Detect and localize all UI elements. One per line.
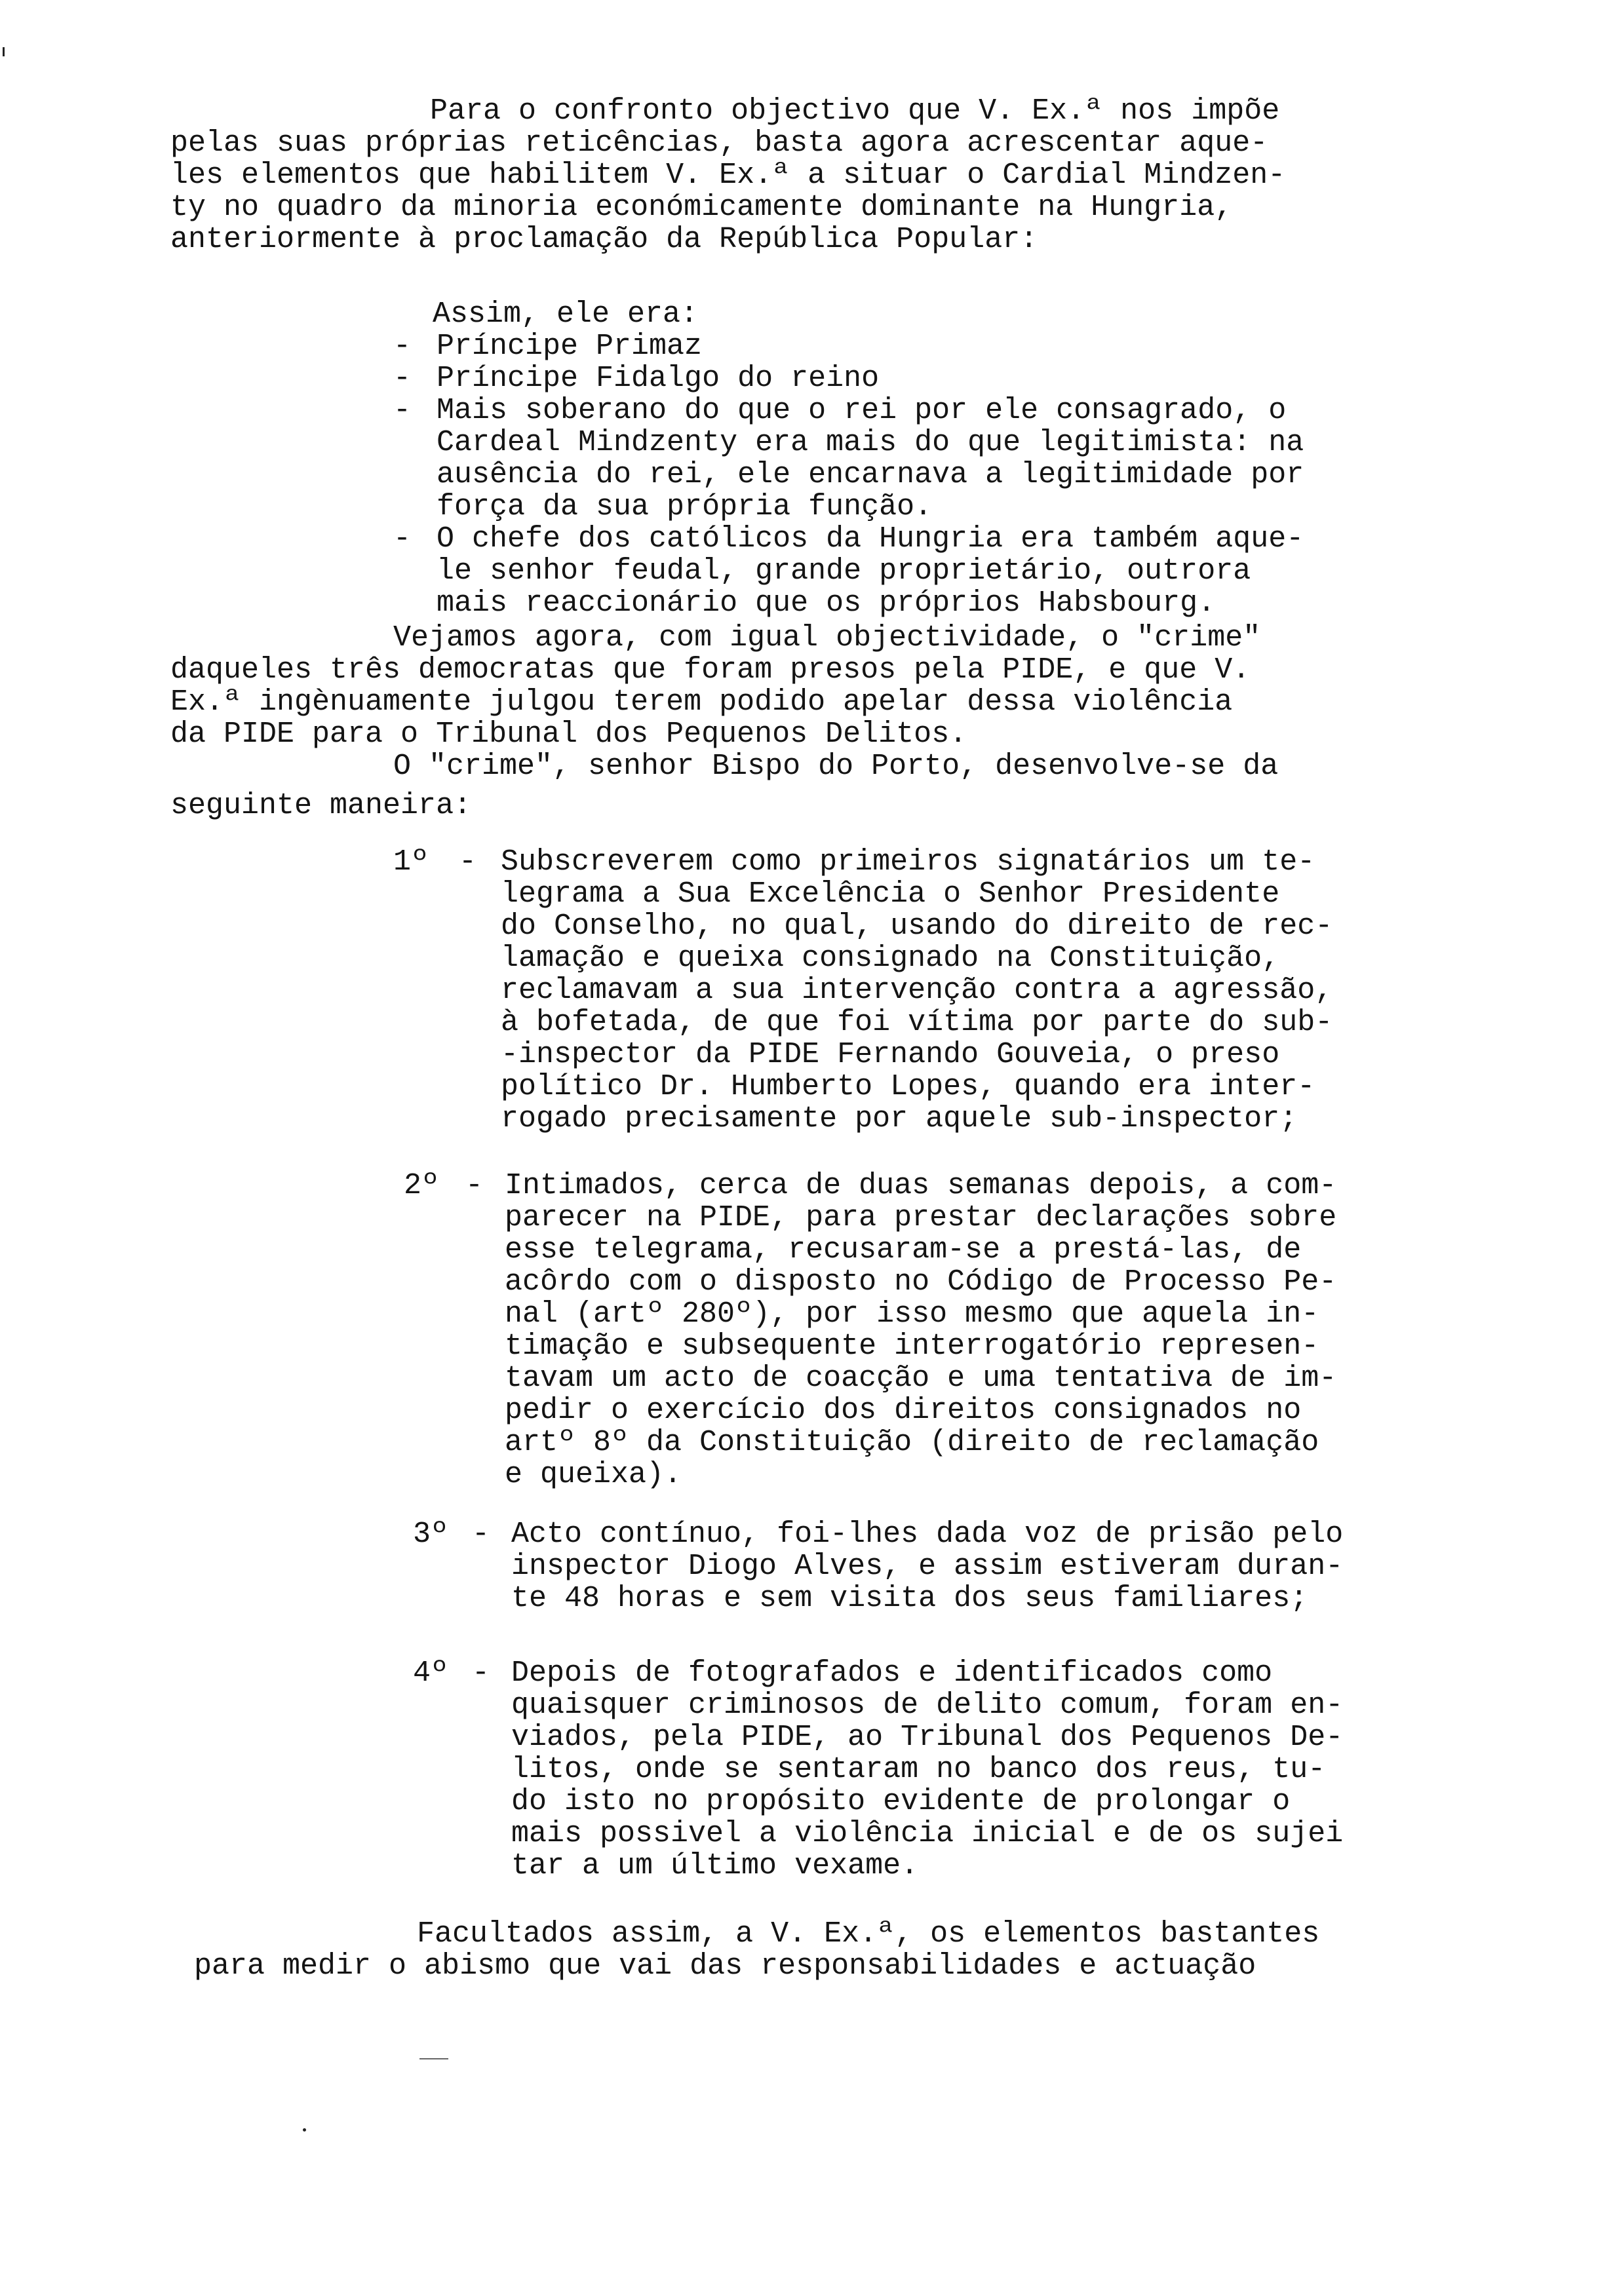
item-line: do Conselho, no qual, usando do direito de rec- xyxy=(501,909,1333,943)
item-number: 3º xyxy=(413,1518,449,1551)
title-item-line: força da sua própria função. xyxy=(437,490,933,524)
item-line: artº 8º da Constituição (direito de reclamação xyxy=(505,1426,1319,1459)
item-line: nal (artº 280º), por isso mesmo que aquela in- xyxy=(505,1297,1319,1331)
item-line: -inspector da PIDE Fernando Gouveia, o preso xyxy=(501,1038,1280,1071)
title-item-line: mais reaccionário que os próprios Habsbourg. xyxy=(437,586,1216,620)
item-line: Subscreverem como primeiros signatários um te- xyxy=(501,845,1315,879)
item-line: quaisquer criminosos de delito comum, foram en- xyxy=(511,1689,1344,1722)
list-dash: - xyxy=(393,394,412,427)
list-dash: - xyxy=(393,522,412,556)
item-line: à bofetada, de que foi vítima por parte do sub- xyxy=(501,1006,1333,1039)
vejamos-line: da PIDE para o Tribunal dos Pequenos Delitos. xyxy=(170,718,967,751)
item-line: acôrdo com o disposto no Código de Processo Pe- xyxy=(505,1265,1337,1299)
list-intro: Assim, ele era: xyxy=(433,297,699,331)
title-item-line: Príncipe Primaz xyxy=(437,330,703,363)
item-line: do isto no propósito evidente de prolongar o xyxy=(511,1785,1291,1818)
scan-mark xyxy=(3,47,5,56)
item-line: parecer na PIDE, para prestar declarações sobre xyxy=(505,1201,1337,1234)
item-line: timação e subsequente interrogatório represen- xyxy=(505,1330,1319,1363)
item-line: esse telegrama, recusaram-se a prestá-las, de xyxy=(505,1233,1302,1267)
title-item-line: Cardeal Mindzenty era mais do que legitimista: na xyxy=(437,426,1304,459)
item-dash: - xyxy=(472,1656,490,1690)
item-line: lamação e queixa consignado na Constituição, xyxy=(501,942,1280,975)
item-line: Depois de fotografados e identificados como xyxy=(511,1656,1273,1690)
item-line: Acto contínuo, foi-lhes dada voz de prisão pelo xyxy=(511,1518,1344,1551)
title-item-line: ausência do rei, ele encarnava a legitimidade por xyxy=(437,458,1304,491)
item-number: 4º xyxy=(413,1656,449,1690)
vejamos-line: Ex.ª ingènuamente julgou terem podido apelar dessa violência xyxy=(170,685,1233,719)
item-line: te 48 horas e sem visita dos seus familiares; xyxy=(511,1582,1308,1615)
crime-line: seguinte maneira: xyxy=(170,789,472,822)
list-dash: - xyxy=(393,362,412,395)
item-line: tavam um acto de coacção e uma tentativa de im- xyxy=(505,1362,1337,1395)
intro-line: pelas suas próprias reticências, basta agora acrescentar aque- xyxy=(170,126,1268,160)
scan-mark xyxy=(303,2128,306,2132)
closing-line: Facultados assim, a V. Ex.ª, os elementos bastantes xyxy=(417,1917,1320,1951)
title-item-line: Mais soberano do que o rei por ele consagrado, o xyxy=(437,394,1287,427)
item-dash: - xyxy=(472,1518,490,1551)
intro-line: ty no quadro da minoria económicamente dominante na Hungria, xyxy=(170,191,1233,224)
item-line: tar a um último vexame. xyxy=(511,1849,919,1883)
closing-line: para medir o abismo que vai das responsabilidades e actuação xyxy=(194,1949,1256,1983)
vejamos-line: daqueles três democratas que foram presos pela PIDE, e que V. xyxy=(170,653,1251,687)
item-line: mais possivel a violência inicial e de os sujei xyxy=(511,1817,1344,1850)
item-line: pedir o exercício dos direitos consignados no xyxy=(505,1394,1302,1427)
title-item-line: Príncipe Fidalgo do reino xyxy=(437,362,880,395)
intro-line: Para o confronto objectivo que V. Ex.ª nos impõe xyxy=(430,94,1280,128)
title-item-line: le senhor feudal, grande proprietário, outrora xyxy=(437,554,1251,588)
item-number: 1º xyxy=(393,845,429,879)
intro-line: anteriormente à proclamação da República Popular: xyxy=(170,223,1038,256)
item-line: litos, onde se sentaram no banco dos reus, tu- xyxy=(511,1753,1326,1786)
vejamos-line: Vejamos agora, com igual objectividade, o "crime" xyxy=(393,621,1261,655)
item-number: 2º xyxy=(404,1169,440,1202)
item-line: reclamavam a sua intervenção contra a agressão, xyxy=(501,974,1333,1007)
item-dash: - xyxy=(465,1169,484,1202)
title-item-line: O chefe dos católicos da Hungria era também aque- xyxy=(437,522,1304,556)
intro-line: les elementos que habilitem V. Ex.ª a situar o Cardial Mindzen- xyxy=(170,159,1286,192)
item-line: inspector Diogo Alves, e assim estiveram duran- xyxy=(511,1550,1344,1583)
item-dash: - xyxy=(459,845,477,879)
list-dash: - xyxy=(393,330,412,363)
scan-mark xyxy=(419,2058,448,2059)
crime-line: O "crime", senhor Bispo do Porto, desenvolve-se da xyxy=(393,750,1279,783)
item-line: rogado precisamente por aquele sub-inspector; xyxy=(501,1102,1298,1136)
item-line: legrama a Sua Excelência o Senhor Presidente xyxy=(501,877,1280,911)
item-line: e queixa). xyxy=(505,1458,682,1491)
item-line: político Dr. Humberto Lopes, quando era inter- xyxy=(501,1070,1315,1103)
item-line: viados, pela PIDE, ao Tribunal dos Pequenos De- xyxy=(511,1721,1344,1754)
item-line: Intimados, cerca de duas semanas depois, a com- xyxy=(505,1169,1337,1202)
